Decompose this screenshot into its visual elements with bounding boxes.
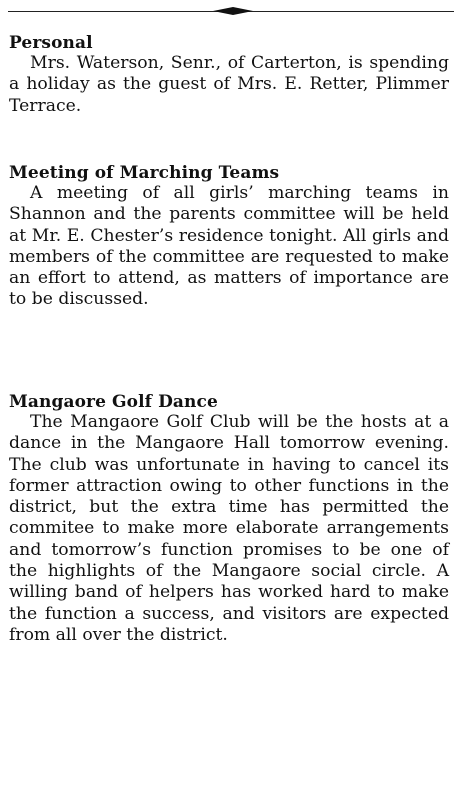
article-marching-teams xyxy=(9,163,449,311)
article-personal xyxy=(9,33,449,117)
body-golf-dance: The Mangaore Golf Club will be the hosts at a dance in the Mangaore Hall tomorrow evening. The club was unfortunate in having to cancel its former attraction owing to other functions in the district, but the extra time has permitted the commitee to make more elaborate arrangements and tomorrow’s function promises to be one of the highlights of the Mangaore social circle. A willing band of helpers has worked hard to make the function a success, and visitors are expected from all over the district. xyxy=(9,412,449,645)
headline-marching-teams: Meeting of Marching Teams xyxy=(9,163,280,183)
diamond-ornament xyxy=(213,7,253,15)
headline-golf-dance: Mangaore Golf Dance xyxy=(9,392,218,412)
headline-personal: Personal xyxy=(9,33,93,53)
column-rule-ornament xyxy=(8,7,454,15)
body-personal: Mrs. Waterson, Senr., of Carterton, is spending a holiday as the guest of Mrs. E. Retter, Plimmer Terrace. xyxy=(9,53,449,116)
article-golf-dance xyxy=(9,392,449,646)
body-marching-teams: A meeting of all girls’ marching teams in Shannon and the parents committee will be held at Mr. E. Chester’s residence tonight. All girls and members of the committee are requested to make an effort to attend, as matters of importance are to be discussed. xyxy=(9,183,449,310)
